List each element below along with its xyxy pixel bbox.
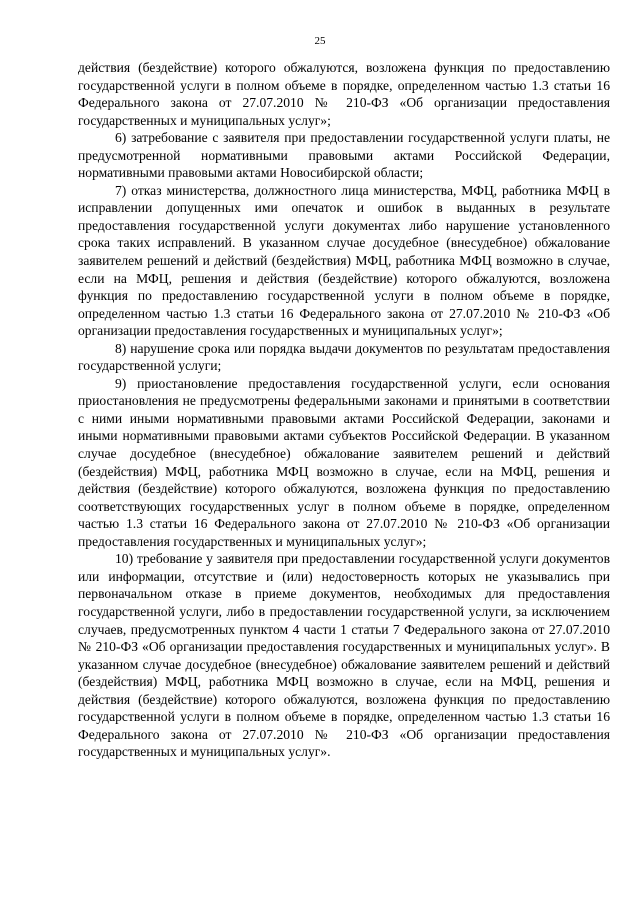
paragraph-continuation: действия (бездействие) которого обжалуются, возложена функция по предоставлению государственной услуги в полном объеме в порядке, определенном частью 1.3 статьи 16 Федерального закона от 27.07.2010 № 210-ФЗ «Об организации предоставления государственных и муниципальных услуг»; bbox=[78, 60, 610, 128]
paragraph-item-9: 9) приостановление предоставления государственной услуги, если основания приостановления не предусмотрены федеральными законами и принятыми в соответствии с ними иными нормативными правовыми актами Российской Федерации, законами и иными нормативными правовыми актами субъектов Российской Федерации. В указанном случае досудебное (внесудебное) обжалование заявителем решений и действий (бездействия) МФЦ, работника МФЦ возможно в случае, если на МФЦ, решения и действия (бездействие) которого обжалуются, возложена функция по предоставлению соответствующих государственных услуг в полном объеме в порядке, определенном частью 1.3 статьи 16 Федерального закона от 27.07.2010 № 210-ФЗ «Об организации предоставления государственных и муниципальных услуг»; bbox=[78, 375, 610, 549]
document-body bbox=[78, 59, 610, 761]
paragraph-item-8: 8) нарушение срока или порядка выдачи документов по результатам предоставления государственной услуги; bbox=[78, 340, 610, 374]
paragraph-item-6: 6) затребование с заявителя при предоставлении государственной услуги платы, не предусмотренной нормативными правовыми актами Российской Федерации, нормативными правовыми актами Новосибирской области; bbox=[78, 130, 610, 181]
page-number: 25 bbox=[314, 35, 326, 47]
paragraph-item-7: 7) отказ министерства, должностного лица министерства, МФЦ, работника МФЦ в исправлении допущенных ими опечаток и ошибок в выданных в результате предоставления государственной услуги документах либо нарушение установленного срока таких исправлений. В указанном случае досудебное (внесудебное) обжалование заявителем решений и действий (бездействия) МФЦ, работника МФЦ возможно в случае, если на МФЦ, решения и действия (бездействие) которого обжалуются, возложена функция по предоставлению государственной услуги в полном объеме в порядке, определенном частью 1.3 статьи 16 Федерального закона от 27.07.2010 № 210-ФЗ «Об организации предоставления государственных и муниципальных услуг»; bbox=[78, 182, 610, 339]
paragraph-item-10: 10) требование у заявителя при предоставлении государственной услуги документов или информации, отсутствие и (или) недостоверность которых не указывались при первоначальном отказе в приеме документов, необходимых для предоставления государственной услуги, либо в предоставлении государственной услуги, за исключением случаев, предусмотренных пунктом 4 части 1 статьи 7 Федерального закона от 27.07.2010 № 210-ФЗ «Об организации предоставления государственных и муниципальных услуг». В указанном случае досудебное (внесудебное) обжалование заявителем решений и действий (бездействия) МФЦ, работника МФЦ возможно в случае, если на МФЦ, решения и действия (бездействие) которого обжалуются, возложена функция по предоставлению государственной услуги в полном объеме в порядке, определенном частью 1.3 статьи 16 Федерального закона от 27.07.2010 № 210-ФЗ «Об организации предоставления государственных и муниципальных услуг». bbox=[78, 551, 610, 760]
